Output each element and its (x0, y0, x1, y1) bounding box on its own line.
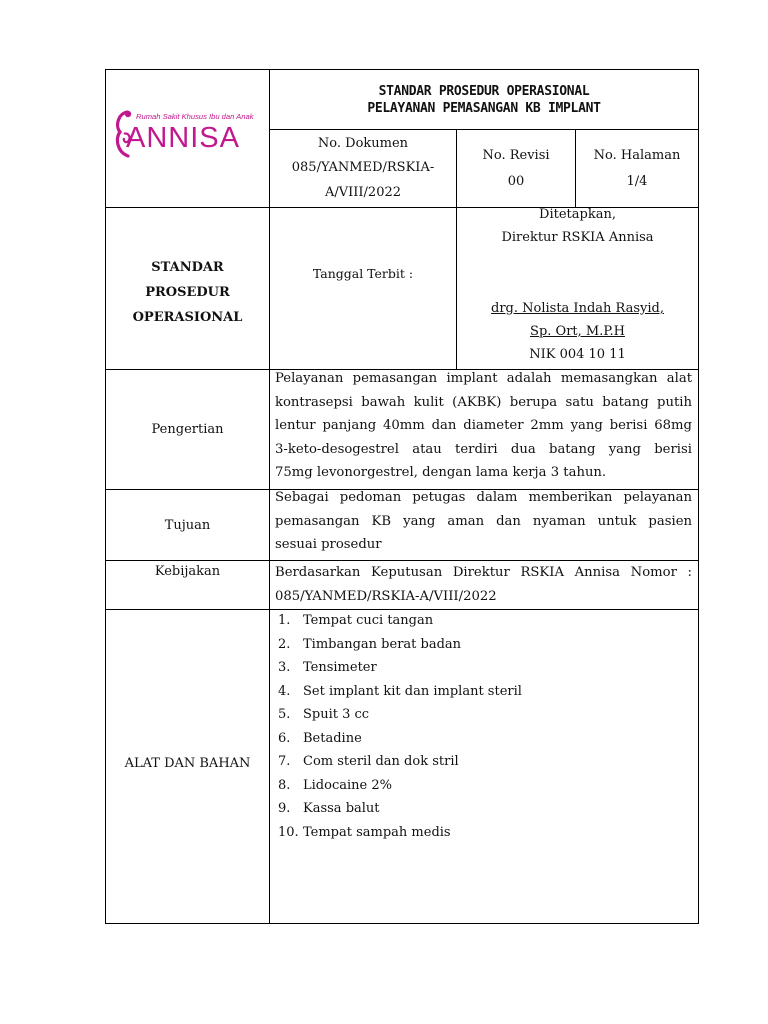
list-item-number: 3. (278, 660, 291, 675)
list-item (278, 821, 693, 845)
list-item-number: 7. (278, 754, 291, 769)
list-item-number: 9. (278, 801, 291, 816)
tujuan-line: pemasangan KB yang aman dan nyaman untuk pasien (275, 513, 692, 529)
approval-signature-block (457, 203, 698, 366)
list-item-number: 4. (278, 683, 291, 699)
pengertian-line: 75mg levonorgestrel, dengan lama kerja 3 tahun. (275, 465, 607, 481)
approval-director-nik: NIK 004 10 11 (529, 347, 626, 362)
kebijakan-label: Kebijakan (154, 564, 221, 579)
revision-value: 00 (507, 173, 525, 189)
document-number-value-line-2: A/VIII/2022 (324, 185, 402, 200)
document-number-value-line-1: 085/YANMED/RSKIA- (291, 160, 435, 175)
list-item-number: 6. (278, 730, 291, 746)
kebijakan-line: 085/YANMED/RSKIA-A/VIII/2022 (275, 588, 497, 604)
list-item (278, 774, 693, 798)
list-item-number: 10. (278, 824, 299, 840)
alat-dan-bahan-list (278, 609, 693, 844)
pengertian-line: kontrasepsi bawah kulit (AKBK) berupa satu batang putih (275, 394, 692, 410)
tujuan-content (275, 486, 692, 557)
revision-label: No. Revisi (482, 147, 550, 163)
pengertian-line: 3-keto-desogestrel atau terdiri dua batang yang berisi (275, 441, 692, 457)
pengertian-line: Pelayanan pemasangan implant adalah memasangkan alat (275, 371, 692, 386)
list-item-text: Com steril dan dok stril (303, 754, 459, 769)
page-number-cell (576, 130, 698, 207)
list-item-number: 1. (278, 613, 291, 628)
list-item (278, 680, 693, 704)
list-item-text: Tempat cuci tangan (303, 613, 434, 628)
list-item (278, 727, 693, 751)
tujuan-line: sesuai prosedur (275, 537, 382, 553)
sop-label-line-3: OPERASIONAL (132, 309, 243, 325)
table-border-right (698, 69, 699, 924)
kebijakan-content (275, 561, 692, 608)
pengertian-line: lentur panjang 40mm dan diameter 2mm yang berisi 68mg (275, 418, 692, 434)
list-item (278, 656, 693, 680)
list-item-text: Tensimeter (303, 660, 377, 675)
sop-label-line-2: PROSEDUR (145, 284, 230, 300)
table-border-bottom (105, 923, 699, 924)
director-degree-text: Sp. Ort, M.P.H (530, 324, 625, 339)
list-item-number: 8. (278, 777, 291, 793)
hospital-logo (110, 104, 266, 166)
list-item (278, 750, 693, 774)
page-number-value: 1/4 (626, 173, 648, 189)
list-item (278, 703, 693, 727)
document-title-line-1: STANDAR PROSEDUR OPERASIONAL (378, 83, 590, 99)
tujuan-label: Tujuan (164, 517, 211, 533)
approval-director-name (457, 297, 698, 320)
kebijakan-line: Berdasarkan Keputusan Direktur RSKIA Annisa Nomor : (275, 565, 692, 580)
sop-label-cell (106, 208, 269, 369)
document-number-cell (270, 130, 456, 207)
document-number-label: No. Dokumen (317, 136, 409, 151)
list-item-number: 2. (278, 636, 291, 652)
list-item-text: Betadine (303, 730, 362, 746)
list-item-text: Spuit 3 cc (303, 707, 370, 722)
approval-set-by: Ditetapkan, (539, 207, 616, 222)
approval-director-degree (457, 320, 698, 343)
revision-cell (457, 130, 575, 207)
tujuan-line: Sebagai pedoman petugas dalam memberikan pelayanan (275, 490, 692, 505)
list-item-text: Kassa balut (303, 801, 380, 816)
list-item-text: Timbangan berat badan (303, 636, 462, 652)
page-number-label: No. Halaman (593, 147, 681, 163)
list-item (278, 609, 693, 633)
pengertian-content (275, 367, 692, 485)
alat-dan-bahan-label: ALAT DAN BAHAN (124, 756, 251, 771)
logo-name: ANNISA (126, 122, 240, 154)
list-item (278, 633, 693, 657)
issue-date-label: Tanggal Terbit : (312, 266, 414, 281)
director-name-text: drg. Nolista Indah Rasyid, (491, 301, 664, 316)
approval-director-title: Direktur RSKIA Annisa (501, 230, 654, 245)
document-title-line-2: PELAYANAN PEMASANGAN KB IMPLANT (367, 100, 601, 116)
list-item-text: Tempat sampah medis (303, 824, 451, 840)
sop-label-line-1: STANDAR (151, 259, 224, 275)
pengertian-label: Pengertian (151, 422, 224, 437)
list-item-text: Lidocaine 2% (303, 777, 392, 793)
list-item-number: 5. (278, 707, 291, 722)
list-item (278, 797, 693, 821)
logo-tagline: Rumah Sakit Khusus Ibu dan Anak (136, 112, 254, 121)
document-title (270, 70, 698, 129)
list-item-text: Set implant kit dan implant steril (303, 683, 522, 699)
